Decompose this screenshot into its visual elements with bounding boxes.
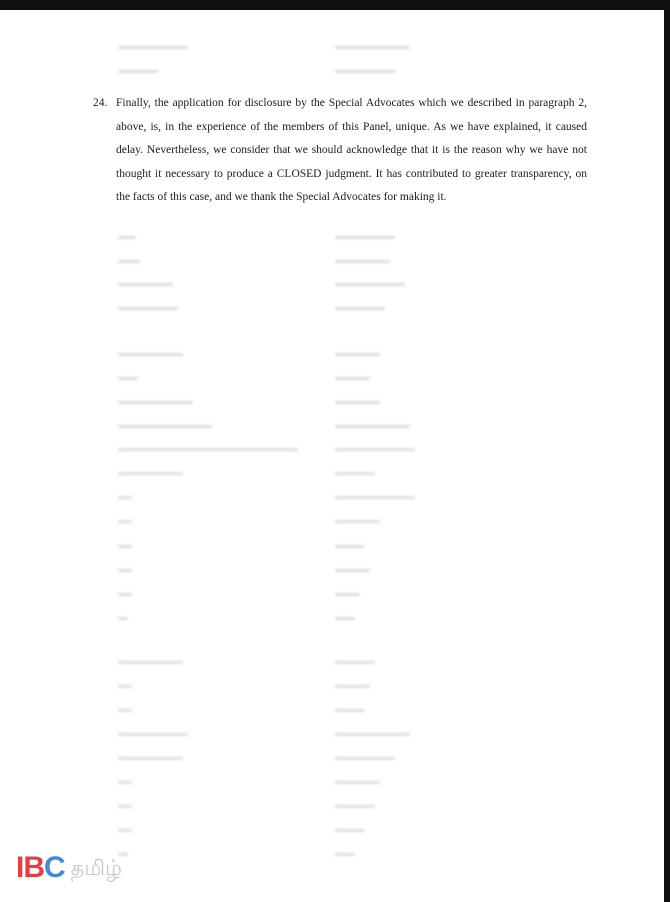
ghost-text-line xyxy=(118,283,173,286)
ghost-text-line xyxy=(335,757,395,760)
ghost-text-line xyxy=(118,829,132,832)
ghost-text-line xyxy=(335,829,365,832)
ghost-text-line xyxy=(335,70,395,73)
document-page xyxy=(0,10,664,902)
paragraph-24 xyxy=(93,92,587,210)
ghost-text-line xyxy=(335,520,380,523)
ghost-text-line xyxy=(335,805,375,808)
ghost-text-line xyxy=(335,617,355,620)
ghost-text-line xyxy=(118,260,140,263)
ghost-text-line xyxy=(335,425,410,428)
ghost-text-line xyxy=(118,401,193,404)
ghost-text-line xyxy=(335,853,355,856)
ghost-text-line xyxy=(118,545,132,548)
ghost-text-line xyxy=(335,260,390,263)
viewer-top-border xyxy=(0,0,670,10)
ghost-text-line xyxy=(335,448,415,451)
ghost-text-line xyxy=(118,709,132,712)
ghost-text-line xyxy=(118,520,132,523)
viewer-scrollbar-edge[interactable] xyxy=(664,0,670,902)
ghost-text-line xyxy=(118,46,188,49)
ghost-text-line xyxy=(118,448,298,451)
ghost-text-line xyxy=(118,70,158,73)
ghost-text-line xyxy=(335,307,385,310)
ghost-text-line xyxy=(118,569,132,572)
ibc-logo-icon: IBC xyxy=(16,851,65,884)
ghost-text-line xyxy=(118,496,132,499)
ghost-text-line xyxy=(335,709,365,712)
ghost-text-line xyxy=(335,496,415,499)
ghost-text-line xyxy=(335,353,380,356)
ghost-text-line xyxy=(118,236,136,239)
ghost-text-line xyxy=(118,353,183,356)
ghost-text-line xyxy=(118,472,183,475)
ghost-text-line xyxy=(335,46,410,49)
ghost-text-line xyxy=(335,545,365,548)
ghost-text-line xyxy=(335,685,370,688)
paragraph-body: Finally, the application for disclosure by the Special Advocates which we described in paragraph 2, above, is, in the experience of the members of this Panel, unique. As we have explained, it caused delay. Nevertheless, we consider that we should acknowledge that it is the reason why we have not thought it necessary to produce a CLOSED judgment. It has contributed to greater transparency, on the facts of this case, and we thank the Special Advocates for making it. xyxy=(116,97,587,204)
paragraph-number: 24. xyxy=(93,97,108,109)
ghost-text-line xyxy=(118,307,178,310)
ghost-text-line xyxy=(335,661,375,664)
ghost-text-line xyxy=(118,661,183,664)
ghost-text-line xyxy=(118,781,132,784)
ghost-text-line xyxy=(118,757,183,760)
ghost-text-line xyxy=(118,685,132,688)
ghost-text-line xyxy=(335,569,370,572)
ghost-text-line xyxy=(335,236,395,239)
ghost-text-line xyxy=(335,377,370,380)
ghost-text-line xyxy=(335,401,380,404)
ghost-text-line xyxy=(335,593,360,596)
ghost-text-line xyxy=(118,593,132,596)
ghost-text-line xyxy=(118,425,213,428)
ghost-text-line xyxy=(335,472,375,475)
ghost-text-line xyxy=(335,733,410,736)
logo-script-text: தமிழ் xyxy=(70,856,122,880)
ibc-tamil-watermark-logo xyxy=(16,851,122,885)
ghost-text-line xyxy=(118,377,138,380)
ghost-text-line xyxy=(118,617,128,620)
ghost-text-line xyxy=(118,733,188,736)
ghost-text-line xyxy=(335,283,405,286)
ghost-text-line xyxy=(118,805,132,808)
ghost-text-line xyxy=(335,781,380,784)
